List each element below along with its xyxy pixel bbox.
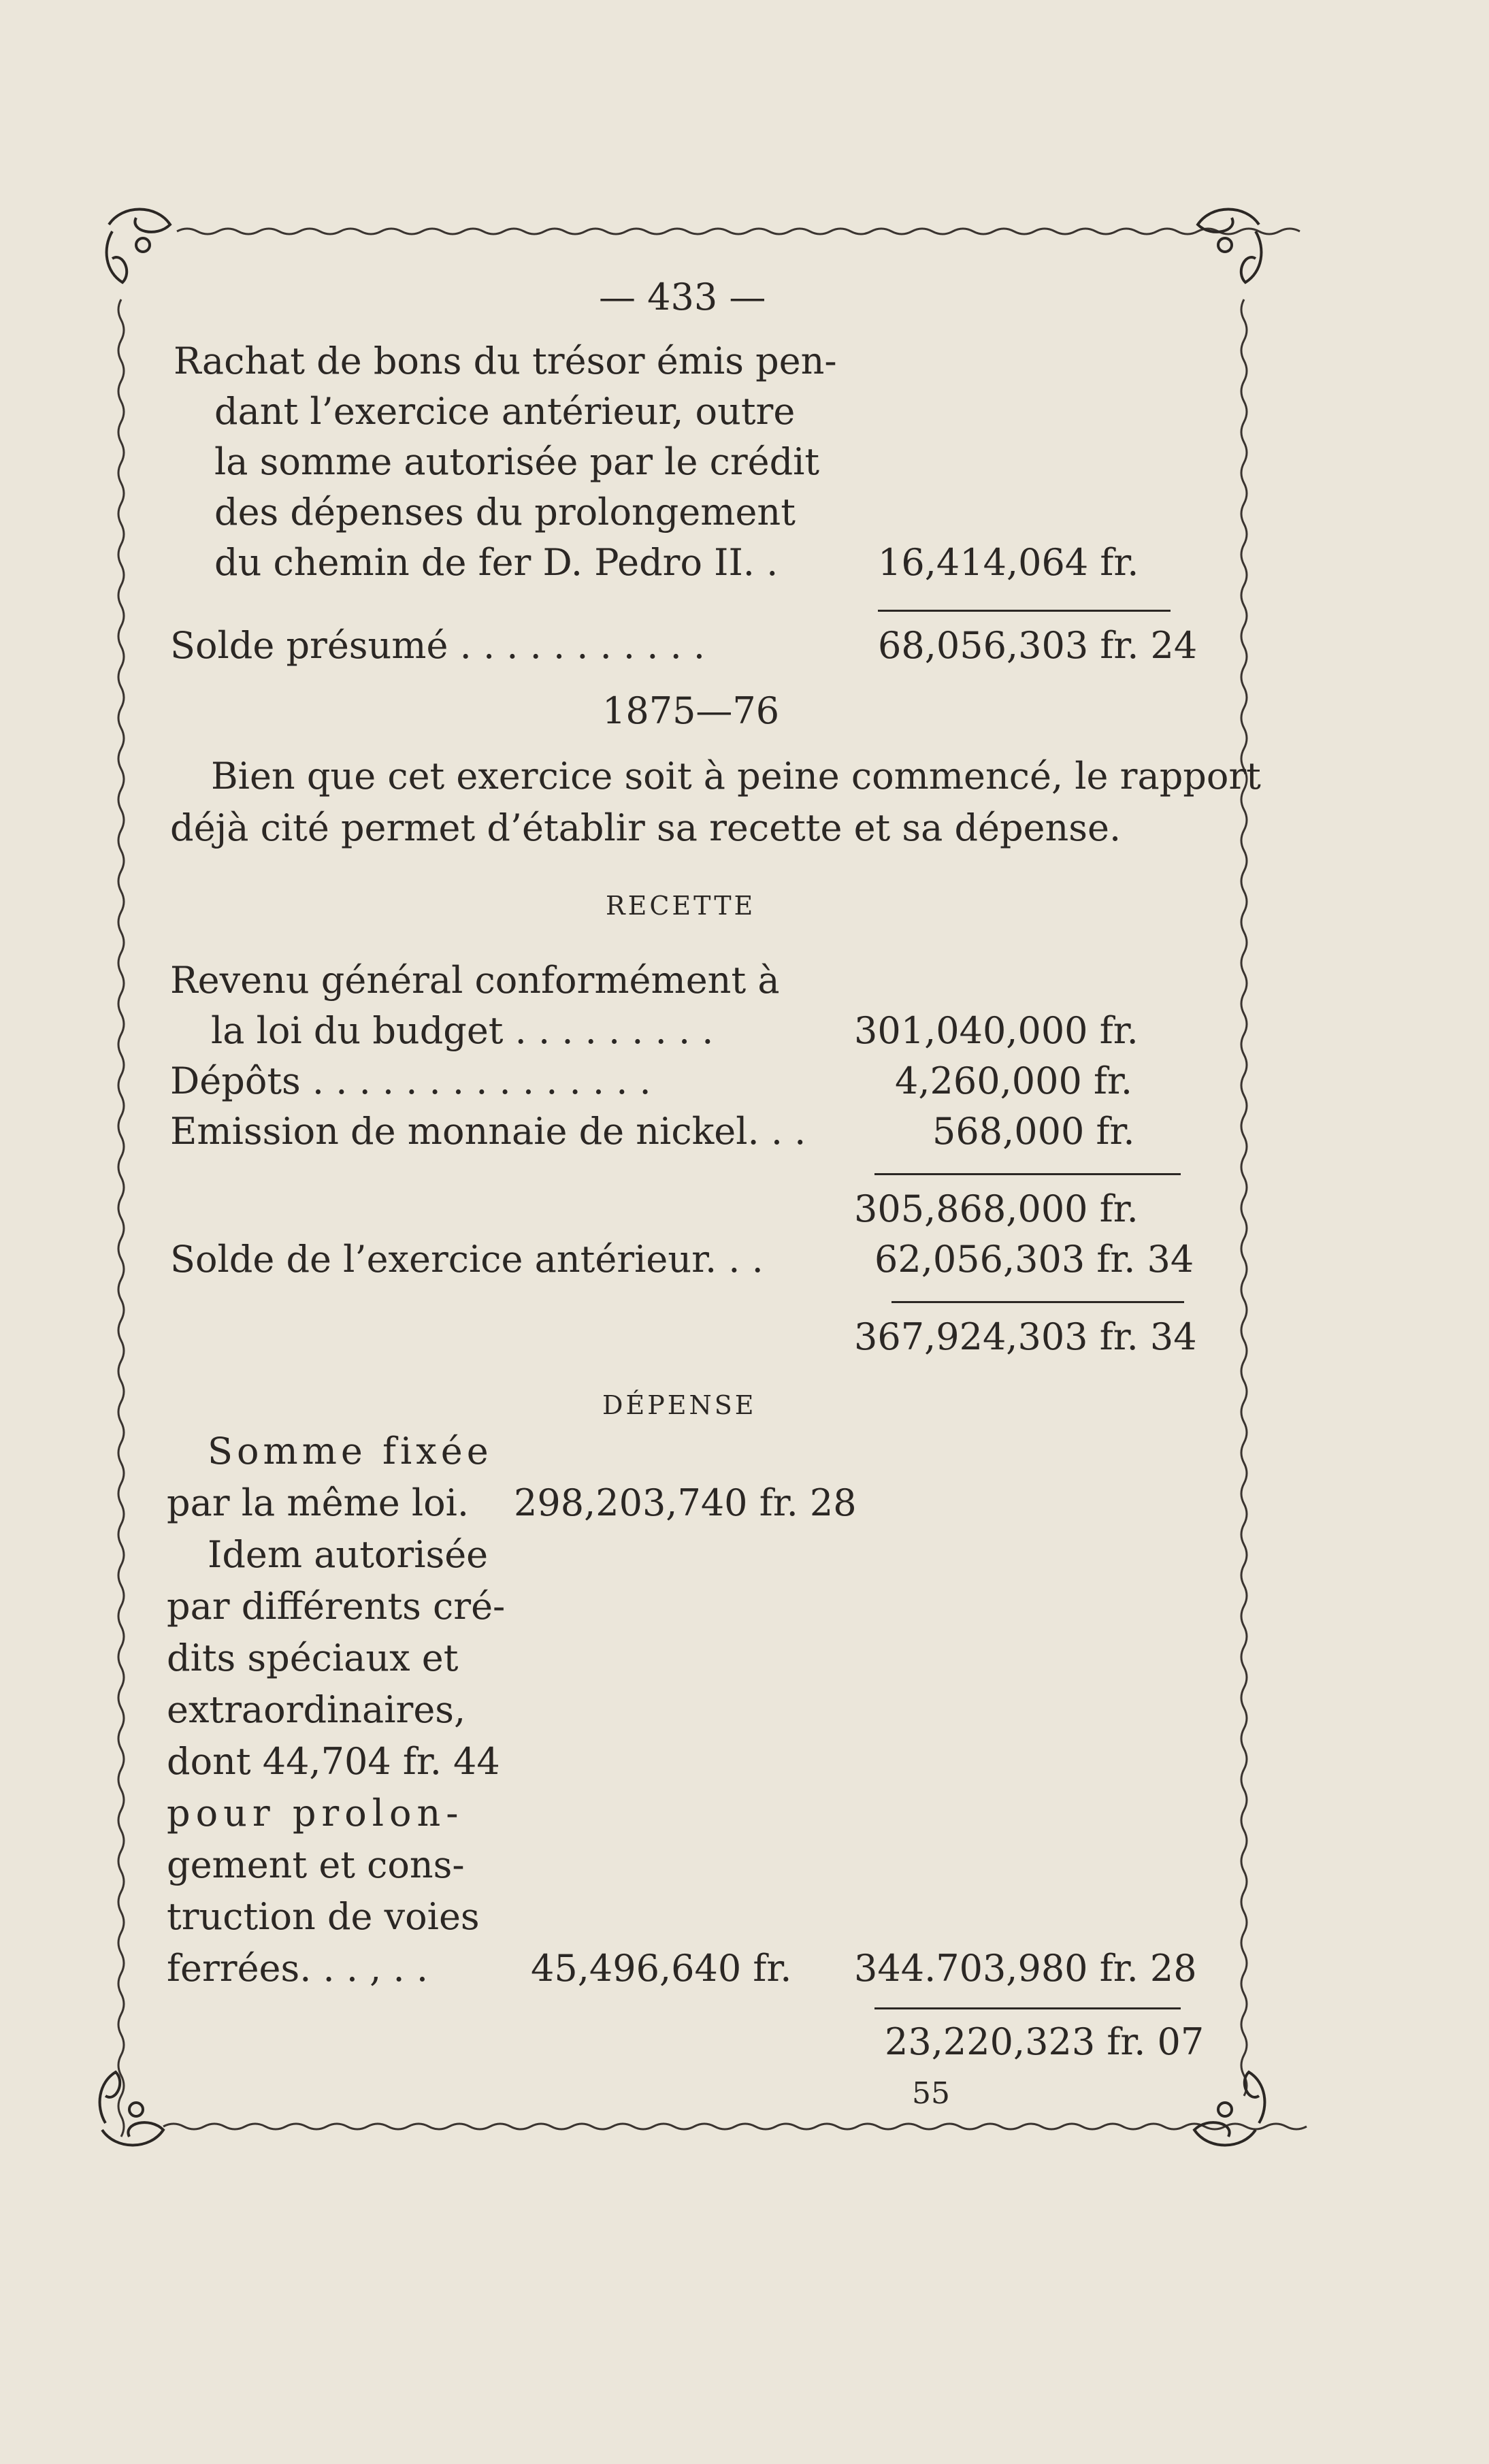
depense-item-2-line-1: Idem autorisée — [208, 1533, 489, 1576]
corner-ornament-top-left — [107, 210, 170, 283]
page-number: — 433 — — [599, 276, 766, 318]
balance-amount: 23,220,323 fr. 07 — [885, 2020, 1205, 2063]
rachat-line-2: dant l’exercice antérieur, outre — [214, 390, 796, 433]
intro-line-2: déjà cité permet d’établir sa recette et sa dépense. — [170, 806, 1122, 849]
corner-ornament-top-right — [1198, 210, 1261, 283]
border-right-wave — [1241, 299, 1247, 2096]
depense-item-2-line-5: dont 44,704 fr. 44 — [167, 1740, 500, 1783]
rachat-line-1: Rachat de bons du trésor émis pen- — [174, 340, 837, 382]
depense-item-2-line-6: pour prolon- — [167, 1792, 464, 1835]
rachat-amount: 16,414,064 fr. — [878, 541, 1139, 584]
rule-rachat — [878, 610, 1171, 612]
solde-presume-label: Solde présumé . . . . . . . . . . . — [170, 624, 706, 667]
signature-mark: 55 — [912, 2076, 950, 2111]
recette-item-1-label: la loi du budget . . . . . . . . . — [211, 1009, 714, 1052]
depense-item-2-line-2: par différents cré- — [167, 1585, 506, 1628]
depense-item-1-line-1: Somme fixée — [208, 1430, 493, 1473]
intro-line-1: Bien que cet exercice soit à peine commencé, le rapport — [211, 755, 1261, 798]
solde-presume-amount: 68,056,303 fr. 24 — [878, 624, 1198, 667]
exercise-heading: 1875—76 — [602, 689, 780, 732]
border-bottom-wave — [163, 2124, 1307, 2129]
depense-item-2-line-4: extraordinaires, — [167, 1688, 466, 1731]
border-left-wave — [118, 299, 124, 2137]
solde-anterieur-amount: 62,056,303 fr. 34 — [874, 1238, 1194, 1281]
rule-recette-total — [891, 1301, 1184, 1303]
rachat-line-5: du chemin de fer D. Pedro II. . — [214, 541, 779, 584]
rule-depense-total — [874, 2007, 1181, 2009]
recette-heading: RECETTE — [606, 891, 756, 921]
depense-item-2-line-8: truction de voies — [167, 1895, 480, 1938]
border-top-wave — [177, 229, 1300, 234]
rachat-line-3: la somme autorisée par le crédit — [214, 440, 820, 483]
rule-recette-subtotal — [874, 1173, 1181, 1175]
recette-total: 367,924,303 fr. 34 — [854, 1315, 1197, 1358]
recette-item-2-label: Dépôts . . . . . . . . . . . . . . . — [170, 1059, 651, 1102]
recette-item-1-line-1: Revenu général conformément à — [170, 959, 780, 1002]
depense-item-2-line-3: dits spéciaux et — [167, 1637, 459, 1679]
depense-item-2-amount: 45,496,640 fr. — [531, 1947, 792, 1990]
recette-subtotal: 305,868,000 fr. — [854, 1187, 1139, 1230]
recette-item-1-amount: 301,040,000 fr. — [854, 1009, 1139, 1052]
rachat-line-4: des dépenses du prolongement — [214, 491, 796, 533]
recette-item-2-amount: 4,260,000 fr. — [895, 1059, 1133, 1102]
depense-item-2-line-9: ferrées. . . , . . — [167, 1947, 429, 1990]
depense-item-2-line-7: gement et cons- — [167, 1843, 465, 1886]
depense-heading: DÉPENSE — [602, 1390, 757, 1420]
recette-item-3-label: Emission de monnaie de nickel. . . — [170, 1110, 806, 1153]
corner-ornament-bottom-right — [1194, 2072, 1264, 2146]
depense-total: 344.703,980 fr. 28 — [854, 1947, 1197, 1990]
solde-anterieur-label: Solde de l’exercice antérieur. . . — [170, 1238, 764, 1281]
corner-ornament-bottom-left — [100, 2072, 163, 2146]
recette-item-3-amount: 568,000 fr. — [932, 1110, 1135, 1153]
depense-item-1-line-2: par la même loi. — [167, 1481, 470, 1524]
depense-item-1-amount: 298,203,740 fr. 28 — [514, 1481, 857, 1524]
